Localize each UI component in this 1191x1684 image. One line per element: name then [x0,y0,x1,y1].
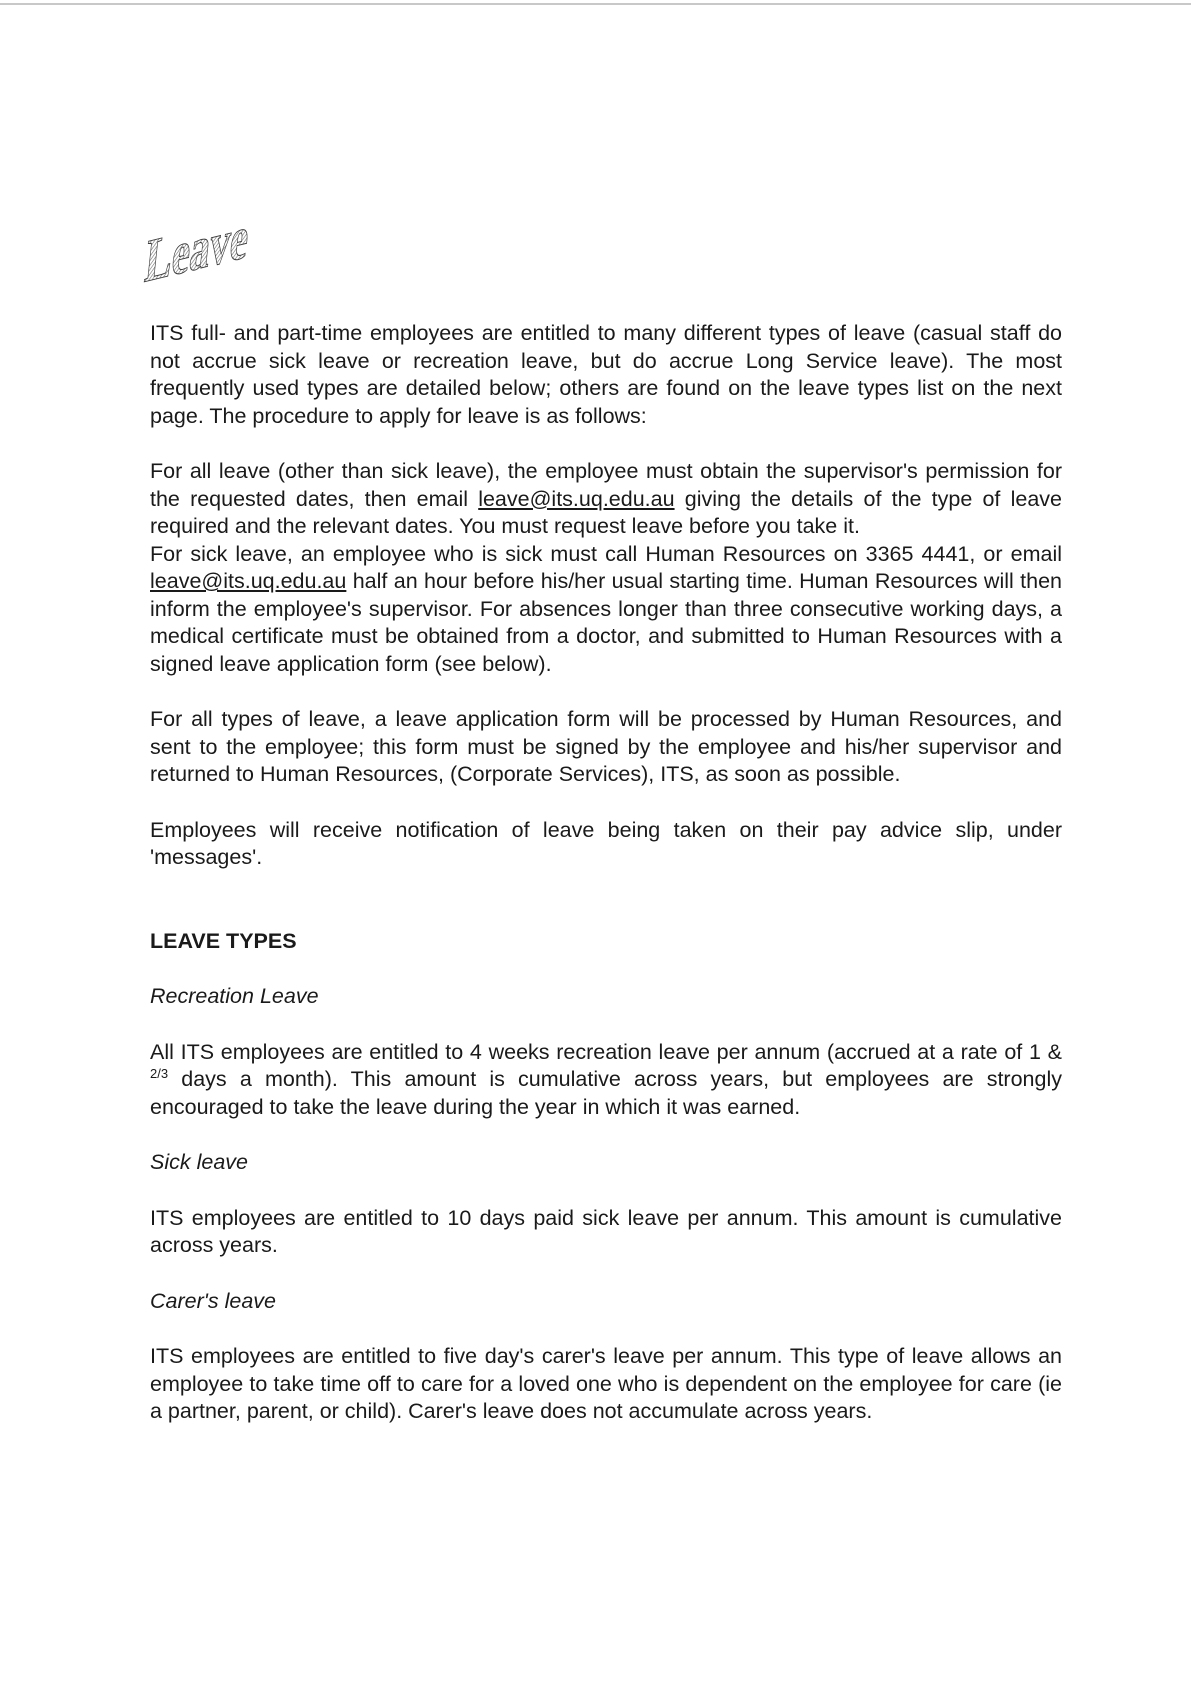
fraction-superscript: 2/3 [150,1065,169,1081]
procedure-all-leave-text-cont: giving the details of the type of leave required and the relevant dates. You must request leave before you take it. [150,486,1062,538]
procedure-sick-text: For sick leave, an employee who is sick must call Human Resources on 3365 4441, or email [150,541,1062,566]
procedure-all-leave [150,458,1062,541]
procedure-all-types: For all types of leave, a leave application form will be processed by Human Resources, and sent to the employee; this form must be signed by the employee and his/her supervisor and returned to Human Resources, (Corporate Services), ITS, as soon as possible. [150,707,1062,786]
intro-paragraph: ITS full- and part-time employees are entitled to many different types of leave (casual staff do not accrue sick leave or recreation leave, but do accrue Long Service leave). The most frequently used types are detailed below; others are found on the leave types list on the next page. The procedure to apply for leave is as follows: [150,321,1062,428]
wordart-text: Leave [142,187,312,296]
leave-email-link-sick[interactable]: leave@its.uq.edu.au [150,569,347,593]
recreation-leave-title: Recreation Leave [150,984,319,1008]
procedure-all-leave-text: For all leave (other than sick leave), the employee must obtain the supervisor's permission for the requested dates, then email [150,459,1062,511]
top-rule [0,3,1191,5]
leave-types-heading: LEAVE TYPES [150,928,297,953]
recreation-leave-text [150,1039,1062,1122]
leave-email-link[interactable]: leave@its.uq.edu.au [478,486,675,511]
procedure-notification: Employees will receive notification of leave being taken on their pay advice slip, under 'messages'. [150,817,1062,869]
recreation-text-cont: days a month). This amount is cumulative across years, but employees are strongly encouraged to take the leave during the year in which it was earned. [150,1067,1062,1119]
procedure-sick-leave [150,541,1062,679]
sick-leave-text: ITS employees are entitled to 10 days paid sick leave per annum. This amount is cumulative across years. [150,1205,1062,1257]
leave-wordart-title [142,187,312,296]
sick-leave-title: Sick leave [150,1150,248,1174]
carers-leave-text: ITS employees are entitled to five day's carer's leave per annum. This type of leave allows an employee to take time off to care for a loved one who is dependent on the employee for care (ie a partner, parent, or child). Carer's leave does not accumulate across years. [150,1344,1062,1423]
page-body [150,320,1062,1454]
procedure-sick-text-cont: half an hour before his/her usual starting time. Human Resources will then inform the employee's supervisor. For absences longer than three consecutive working days, a medical certificate must be obtained from a doctor, and submitted to Human Resources with a signed leave application form (see below). [150,569,1062,676]
carers-leave-title: Carer's leave [150,1288,276,1313]
recreation-text: All ITS employees are entitled to 4 weeks recreation leave per annum (accrued at a rate of 1 & [150,1039,1062,1064]
